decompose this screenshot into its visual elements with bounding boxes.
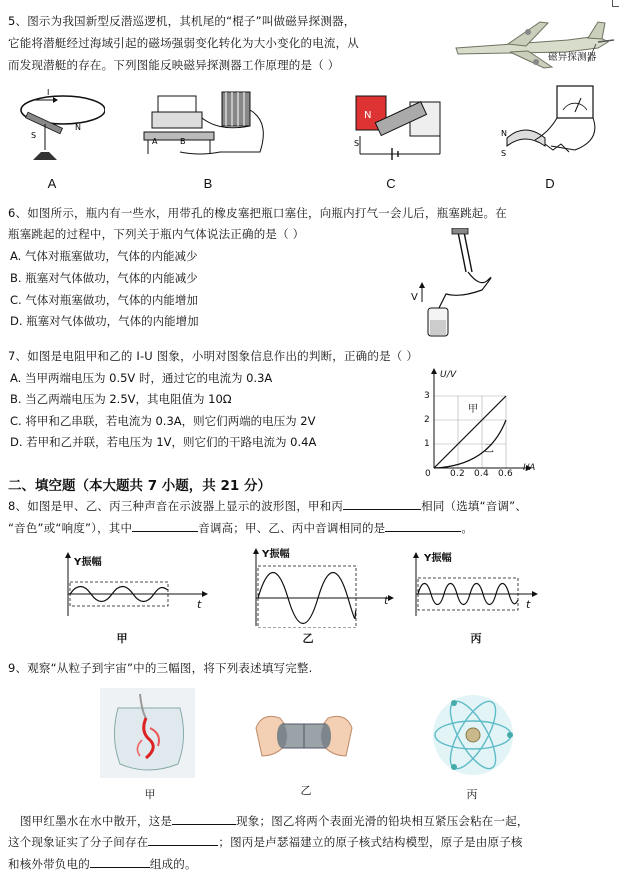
figure-a-diagram — [5, 80, 105, 170]
graph-xtick-1: 0.2 — [450, 469, 465, 479]
q8-text-2a: “音色”或“响度”），其中 — [8, 521, 133, 535]
svg-text:N: N — [364, 110, 372, 121]
q8-blank-2[interactable] — [132, 519, 198, 532]
q9-text-1b: 现象；图乙将两个表面光滑的铅块相互紧压会粘在一起， — [236, 814, 529, 828]
figure-b-label: B — [203, 176, 213, 191]
picture-caption-bing: 丙 — [466, 789, 478, 801]
wave-jia-ylabel: Y振幅 — [74, 557, 102, 568]
graph-xtick-3: 0.6 — [498, 469, 513, 479]
q9-blank-1[interactable] — [172, 812, 236, 825]
atom-model-image — [428, 690, 518, 780]
q8-line-2 — [8, 519, 473, 536]
svg-text:S: S — [354, 139, 360, 148]
q7-line-1: 7、如图是电阻甲和乙的 I-U 图象，小明对图象信息作出的判断，正确的是（ ） — [8, 349, 419, 363]
q6-line-1: 6、如图所示，瓶内有一些水，用带孔的橡皮塞把瓶口塞住，向瓶内打气一会儿后，瓶塞跳起。在 — [8, 206, 507, 220]
q9-text-1a: 图甲红墨水在水中散开，这是 — [20, 814, 173, 828]
graph-series-yi: 乙 — [484, 444, 495, 455]
patrol-plane-image — [448, 18, 616, 78]
figure-a-label: A — [47, 176, 57, 191]
q6-option-d: D. 瓶塞对气体做功，气体的内能增加 — [10, 314, 199, 328]
wave-caption-yi: 乙 — [302, 633, 314, 645]
wave-bing-xlabel: t — [526, 598, 531, 611]
q7-option-c: C. 将甲和乙串联，若电流为 0.3A，则它们两端的电压为 2V — [10, 414, 316, 428]
q6-line-2: 瓶塞跳起的过程中，下列关于瓶内气体说法正确的是（ ） — [8, 227, 305, 241]
svg-text:A: A — [152, 137, 158, 146]
graph-xtick-2: 0.4 — [474, 469, 489, 479]
wave-jia-xlabel: t — [197, 598, 202, 611]
figure-b-diagram — [140, 82, 280, 172]
q9-text-2b: ；图丙是卢瑟福建立的原子核式结构模型，原子是由原子核 — [218, 835, 523, 849]
graph-ytick-1: 1 — [424, 439, 430, 449]
q8-blank-3[interactable] — [385, 519, 461, 532]
q7-option-b: B. 当乙两端电压为 2.5V，其电阻值为 10Ω — [10, 392, 232, 406]
svg-text:B: B — [180, 137, 186, 146]
q8-text-2b: 音调高；甲、乙、丙中音调相同的是 — [198, 521, 386, 535]
wave-yi-ylabel: Y振幅 — [262, 549, 290, 560]
q7-option-d: D. 若甲和乙并联，若电压为 1V，则它们的干路电流为 0.4A — [10, 435, 317, 449]
q8-blank-1[interactable] — [343, 497, 421, 510]
q6-option-b: B. 瓶塞对气体做功，气体的内能减少 — [10, 271, 198, 285]
svg-text:I: I — [47, 88, 50, 97]
q9-answer-line-3 — [8, 855, 197, 872]
q8-text-1a: 8、如图是甲、乙、丙三种声音在示波器上显示的波形图，甲和丙 — [8, 499, 344, 513]
page-corner-mark — [612, 0, 619, 7]
q9-answer-line-1 — [20, 812, 529, 829]
picture-caption-yi: 乙 — [300, 785, 312, 797]
q5-line-1: 5、图示为我国新型反潜巡逻机，其机尾的“棍子”叫做磁异探测器， — [8, 14, 356, 28]
figure-c-diagram — [340, 84, 460, 174]
q9-text-3a: 和核外带负电的 — [8, 857, 90, 871]
q6-option-c: C. 气体对瓶塞做功，气体的内能增加 — [10, 293, 198, 307]
q5-line-3: 而发现潜艇的存在。下列图能反映磁异探测器工作原理的是（ ） — [8, 58, 340, 72]
svg-text:S: S — [31, 131, 37, 140]
q9-text-3b: 组成的。 — [149, 857, 197, 871]
figure-d-diagram — [495, 80, 615, 174]
graph-series-jia: 甲 — [468, 404, 479, 415]
q5-line-2: 它能将潜艇经过海域引起的磁场强弱变化转化为大小变化的电流，从 — [8, 36, 359, 50]
q9-blank-2[interactable] — [148, 833, 218, 846]
q6-option-a: A. 气体对瓶塞做功，气体的内能减少 — [10, 249, 198, 263]
graph-ytick-2: 2 — [424, 415, 430, 425]
q7-option-a: A. 当甲两端电压为 0.5V 时，通过它的电流为 0.3A — [10, 371, 273, 385]
svg-text:S: S — [501, 149, 507, 158]
wave-caption-jia: 甲 — [116, 633, 128, 645]
q8-text-2c: 。 — [461, 521, 474, 535]
svg-text:N: N — [501, 129, 507, 138]
graph-ylabel: U/V — [440, 370, 457, 380]
section-2-title: 二、填空题（本大题共 7 小题，共 21 分） — [8, 478, 271, 494]
q9-blank-3[interactable] — [90, 855, 150, 868]
svg-text:N: N — [75, 123, 81, 132]
q8-line-1 — [8, 497, 527, 514]
wave-caption-bing: 丙 — [470, 633, 482, 645]
bottle-velocity-label: V — [411, 292, 419, 303]
graph-xlabel: I/A — [523, 463, 536, 473]
plane-caption: 磁异探测器 — [548, 52, 597, 63]
graph-ytick-3: 3 — [424, 391, 430, 401]
figure-c-label: C — [386, 176, 396, 191]
q9-text-2a: 这个现象证实了分子间存在 — [8, 835, 149, 849]
q9-line-1: 9、观察“从粒子到宇宙”中的三幅图，将下列表述填写完整. — [8, 661, 313, 675]
q9-answer-line-2 — [8, 833, 523, 850]
wave-bing-ylabel: Y振幅 — [424, 553, 452, 564]
graph-origin: 0 — [425, 469, 431, 479]
bottle-pump-diagram — [410, 228, 510, 338]
q8-text-1b: 相同（选填“音调”、 — [421, 499, 528, 513]
ink-in-water-image — [100, 688, 195, 778]
lead-blocks-image — [252, 698, 356, 776]
picture-caption-jia: 甲 — [144, 789, 156, 801]
wave-yi-xlabel: t — [384, 594, 389, 607]
figure-d-label: D — [545, 176, 555, 191]
